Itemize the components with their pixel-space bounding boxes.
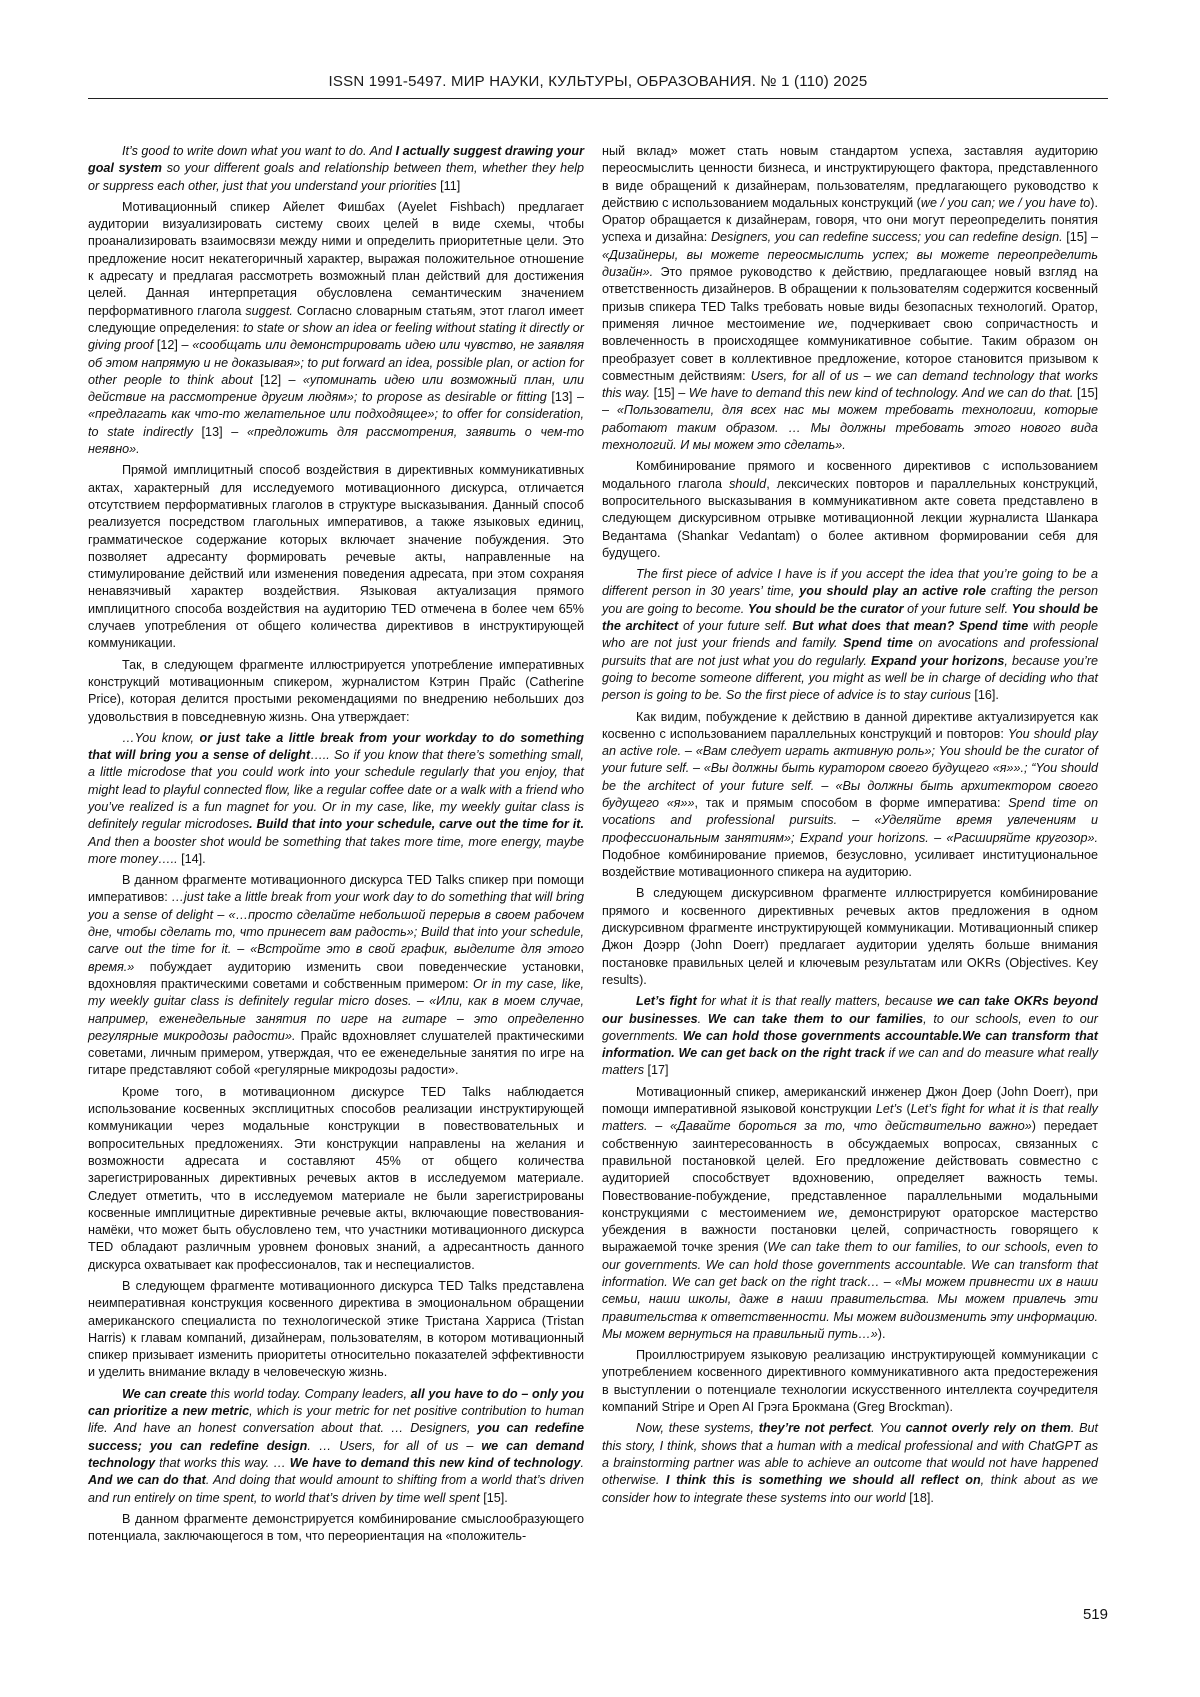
text-run: ….. So if you know that there’s something small, a little microdose that you could work into your schedule regularly that you enjoy, that might lead to playful connected flow, like a regular coffee date or a walk with a friend who you’ve realized is a fun magnet for you. Or in my case, like, my weekly guitar class is definitely regular microdoses bbox=[88, 748, 584, 831]
text-run: And then a booster shot would be something that takes more time, more energy, maybe more money….. bbox=[88, 835, 584, 866]
paragraph bbox=[602, 566, 1098, 704]
text-run: we can demand technology bbox=[88, 1439, 584, 1470]
text-run: . … Users, for all of us – bbox=[307, 1439, 481, 1453]
text-run: . Build that into your schedule, carve out the time for it. bbox=[249, 817, 584, 831]
text-run: we can take OKRs beyond our businesses bbox=[602, 994, 1098, 1025]
text-run: we bbox=[818, 1206, 834, 1220]
text-run: Мотивационный спикер Айелет Фишбах (Ayelet Fishbach) предлагает аудитории визуализировать систему своих целей в виде схемы, чтобы проанализировать взаимосвязи между ними и определить приоритетные цели. Это предложение носит некатегоричный характер, выражая положительное отношение к адресату и предлагая рассмотреть возможный план действий для достижения целей. Данная интерпретация обусловлена семантическим значением перформативного глагола bbox=[88, 200, 584, 318]
text-run: [13] – bbox=[193, 425, 247, 439]
paragraph bbox=[88, 1386, 584, 1507]
text-run: «упоминать идею или возможный план, или действие на рассмотрение другим людям»; to propose as desirable or fitting bbox=[88, 373, 584, 404]
text-run: on avocations and professional pursuits that are not just what you do regularly. bbox=[602, 636, 1098, 667]
text-run: And we can do that bbox=[88, 1473, 206, 1487]
text-run: [15]. bbox=[480, 1491, 508, 1505]
text-run: [12] – bbox=[253, 373, 303, 387]
paragraph bbox=[88, 657, 584, 726]
text-run: [16]. bbox=[971, 688, 999, 702]
right-column bbox=[602, 143, 1098, 1511]
text-run: ) передает собственную заинтересованность в обсуждаемых вопросах, связанных с правильной постановкой целей. Его предложение действовать совместно с аудиторией способствует вдохновению, определяет важность темы. Повествование-побуждение, представленное параллельными модальными конструкциями с местоимением bbox=[602, 1119, 1098, 1219]
text-run: Now, these systems, bbox=[636, 1421, 759, 1435]
text-run: [11] bbox=[437, 179, 461, 193]
text-run: Or in my case, like, my weekly guitar class is definitely regular micro doses. – «Или, как в моем случае, например, еженедельные занятия по игре на гитаре – это определенно регулярные микродозы радости». bbox=[88, 977, 584, 1043]
text-run: В данном фрагменте мотивационного дискурса TED Talks спикер при помощи императивов: bbox=[88, 873, 584, 904]
text-run: Это прямое руководство к действию, предлагающее новый взгляд на ответственность дизайнеров. В обращении к пользователям содержится косвенный призыв спикера TED Talks требовать новые виды безопасных технологий. Оратор, применяя личное местоимение bbox=[602, 265, 1098, 331]
text-run: You should be the curator bbox=[748, 602, 904, 616]
text-run: [17] bbox=[644, 1063, 669, 1077]
text-run: Кроме того, в мотивационном дискурсе TED Talks наблюдается использование косвенных эксплицитных способов реализации инструктирующей коммуникации через модальные конструкции в повествовательных и вопросительных предложениях. Эти конструкции направлены на желания и возможности адресата и составляют 45% от общего количества зарегистрированных директивных речевых актов в исследуемом материале. Следует отметить, что в исследуемом материале не были зарегистрированы косвенные имплицитные директивные речевые акты, включающие повествования-намёки, что может быть обусловлено тем, что участники мотивационного дискурса TED обладают различным уровнем фоновых знаний, а адресантность данного дискурса охватывает как профессионалов, так и неспециалистов. bbox=[88, 1085, 584, 1272]
text-run: We can hold those governments accountable.We can transform that information. We can get back on the right track bbox=[602, 1029, 1098, 1060]
text-run: [12] – bbox=[153, 338, 192, 352]
text-run: Spend time bbox=[843, 636, 913, 650]
text-run: of your future self. bbox=[904, 602, 1012, 616]
paragraph bbox=[602, 1347, 1098, 1416]
text-run: «предложить для рассмотрения, заявить о чем-то неявно». bbox=[88, 425, 584, 456]
text-run: ). bbox=[878, 1327, 886, 1341]
text-run: . But this story, I think, shows that a human with a medical professional and with ChatGPT as a brainstorming partner was able to achieve an outcome that would not have happened otherwise. bbox=[602, 1421, 1098, 1487]
text-run: ный вклад» может стать новым стандартом успеха, заставляя аудиторию переосмыслить ценности бизнеса, и инструктирующего фактора, представленного в виде обращений к дизайнерам, пользователям, предлагающего руководство к действию с использованием модальных конструкций ( bbox=[602, 144, 1098, 210]
text-run: we bbox=[818, 317, 834, 331]
text-run: Spend time on vocations and professional pursuits. – «Уделяйте время увлечениям и профессиональным занятиям»; Expand your horizons. – «Расширяйте кругозор». bbox=[602, 796, 1098, 845]
text-run: «сообщать или демонстрировать идею или чувство, не заявляя об этом напрямую и не доказывая»; to put forward an idea, possible plan, or action for other people to think about bbox=[88, 338, 584, 387]
text-run: Прайс вдохновляет слушателей практическими советами, личным примером, утверждая, что ее еженедельные занятия по игре на гитаре представляют собой «регулярные микродозы радости». bbox=[88, 1029, 584, 1078]
text-run: [15] – bbox=[1063, 230, 1098, 244]
text-run: I think this is something we should all reflect on bbox=[666, 1473, 981, 1487]
text-run: so your different goals and relationship between them, whether they help or suppress each other, just that you understand your priorities bbox=[88, 161, 584, 192]
text-run: suggest. bbox=[245, 304, 293, 318]
text-run: ). Оратор обращается к дизайнерам, говоря, что они могут переопределить понятия успеха и дизайна: bbox=[602, 196, 1098, 245]
paragraph bbox=[88, 462, 584, 652]
text-run: «Дизайнеры, вы можете переосмыслить успех; вы можете переопределить дизайн». bbox=[602, 248, 1098, 279]
text-run: I actually suggest drawing your goal system bbox=[88, 144, 584, 175]
text-run: crafting the person you are going to become. bbox=[602, 584, 1098, 615]
text-run: if we can and do measure what really matters bbox=[602, 1046, 1098, 1077]
text-run: , because you’re going to become someone different, you might as well be in charge of deciding who that person is going to be. So the first piece of advice is to stay curious bbox=[602, 654, 1098, 703]
text-run: You should be the architect bbox=[602, 602, 1098, 633]
paragraph bbox=[602, 458, 1098, 562]
text-run: – We have to demand this new kind of technology. And we can do that. bbox=[678, 386, 1073, 400]
text-run: It’s good to write down what you want to do. And bbox=[122, 144, 396, 158]
paragraph bbox=[602, 143, 1098, 454]
text-run: …You know, bbox=[122, 731, 200, 745]
text-run: The first piece of advice I have is if you accept the idea that you’re going to be a different person in 30 years’ time, bbox=[602, 567, 1098, 598]
paragraph bbox=[88, 872, 584, 1080]
text-run: of your future self. bbox=[678, 619, 792, 633]
text-run: Let’s bbox=[876, 1102, 902, 1116]
text-run: , to our schools, even to our governments. bbox=[602, 1012, 1098, 1043]
text-run: Expand your horizons bbox=[871, 654, 1004, 668]
text-run: , подчеркивает свою сопричастность и вовлеченность в происходящее коммуникативное событие. Таким образом он преобразует совет в коллективное предложение, которое становится призывом к совместным действиям: bbox=[602, 317, 1098, 383]
text-run: you should play an active role bbox=[799, 584, 986, 598]
text-run: В следующем фрагменте мотивационного дискурса TED Talks представлена неимперативная конструкция косвенного директива в эмоциональном обращении американского специалиста по технологической этике Тристана Харриса (Tristan Harris) к главам компаний, дизайнерам, пользователям, в котором мотивационный спикер призывает изменить приоритеты относительно показателей эффективности и уделить внимание вкладу в человеческую жизнь. bbox=[88, 1279, 584, 1379]
text-run: Комбинирование прямого и косвенного директивов с использованием модального глагола bbox=[602, 459, 1098, 490]
text-run: , лексических повторов и параллельных конструкций, вопросительного высказывания в коммуникативном акте совета представлено в следующем дискурсивном отрывке мотивационной лекции журналиста Шанкара Ведантама (Shankar Vedantam) о более активном формировании себя для будущего. bbox=[602, 477, 1098, 560]
page-number: 519 bbox=[1083, 1606, 1108, 1623]
text-run: . bbox=[581, 1456, 585, 1470]
paragraph bbox=[88, 1084, 584, 1274]
text-run: Как видим, побуждение к действию в данной директиве актуализируется как косвенно с использованием параллельных конструкций и повторов: bbox=[602, 710, 1098, 741]
paragraph bbox=[602, 709, 1098, 882]
journal-header: ISSN 1991-5497. МИР НАУКИ, КУЛЬТУРЫ, ОБРАЗОВАНИЯ. № 1 (110) 2025 bbox=[88, 73, 1108, 90]
text-run: , демонстрируют ораторское мастерство убеждения в важности постановки целей, сопричастность говорящего к выражаемой точке зрения ( bbox=[602, 1206, 1098, 1255]
paragraph bbox=[88, 199, 584, 458]
text-run: [14]. bbox=[178, 852, 206, 866]
text-run: But what does that mean? Spend time bbox=[792, 619, 1028, 633]
text-run: Так, в следующем фрагменте иллюстрируется употребление императивных конструкций мотивационным спикером, журналистом Кэтрин Прайс (Catherine Price), которая делится простыми рекомендациями по внедрению небольших доз удовольствия в повседневную жизнь. Она утверждает: bbox=[88, 658, 584, 724]
text-run: We can take them to our families bbox=[708, 1012, 923, 1026]
text-run: , which is your metric for net positive contribution to human life. And have an honest conversation about that. … Designers, bbox=[88, 1404, 584, 1435]
text-run: , think about as we consider how to integrate these systems into our world bbox=[602, 1473, 1098, 1504]
text-run: Designers, you can redefine success; you can redefine design. bbox=[711, 230, 1063, 244]
text-run: «Пользователи, для всех нас мы можем требовать технологии, которые работают таким образом. … Мы должны требовать этого нового вида технологий. И мы можем это сделать». bbox=[602, 403, 1098, 452]
text-run: . And doing that would amount to shifting from a world that’s driven and run entirely on time spent, to world that’s driven by time well spent bbox=[88, 1473, 584, 1504]
text-run: to state or show an idea or feeling without stating it directly or giving proof bbox=[88, 321, 584, 352]
paragraph bbox=[602, 1420, 1098, 1506]
text-run: . You bbox=[871, 1421, 905, 1435]
text-run: ( bbox=[902, 1102, 910, 1116]
text-run: Let’s fight for what it is that really matters. – «Давайте бороться за то, что действительно важно» bbox=[602, 1102, 1098, 1133]
text-run: Мотивационный спикер, американский инженер Джон Доер (John Doerr), при помощи императивной языковой конструкции bbox=[602, 1085, 1098, 1116]
text-run: with people who are not just your friends and family. bbox=[602, 619, 1098, 650]
paragraph bbox=[602, 1084, 1098, 1343]
text-run: You should play an active role. – «Вам следует играть активную роль»; You should be the curator of your future self. – «Вы должны быть куратором своего будущего «я»».; “You should be the architect of your future self. – «Вы должны быть архитектором своего будущего «я»» bbox=[602, 727, 1098, 810]
text-run: [15] – bbox=[602, 386, 1098, 417]
text-run: cannot overly rely on them bbox=[906, 1421, 1071, 1435]
text-run: Подобное комбинирование приемов, безусловно, усиливает институциональное воздействие мотивационного спикера на аудиторию. bbox=[602, 848, 1098, 879]
text-run: Let’s fight bbox=[636, 994, 697, 1008]
paragraph bbox=[602, 993, 1098, 1079]
text-run: that works this way. … bbox=[155, 1456, 290, 1470]
paragraph bbox=[88, 143, 584, 195]
text-run: all you have to do – only you can prioritize a new metric bbox=[88, 1387, 584, 1418]
text-run: В следующем дискурсивном фрагменте иллюстрируется комбинирование прямого и косвенного директивных речевых актов предложения в одном дискурсивном фрагменте инструктирующей коммуникации. Мотивационный спикер Джон Доэрр (John Doerr) предлагает аудитории уделять больше внимания постановке правильных целей и ключевым результатам или OKRs (Objectives. Key results). bbox=[602, 886, 1098, 986]
text-run: …just take a little break from your work day to do something that will bring you a sense of delight – «…просто сделайте небольшой перерыв в своем рабочем дне, чтобы сделать то, что принесет вам радость»; Build that into your schedule, carve out the time for it. – «Встройте это в свой график, выделите для этого время.» bbox=[88, 890, 584, 973]
text-run: , так и прямым способом в форме императива: bbox=[695, 796, 1009, 810]
text-run: побуждает аудиторию изменить свои поведенческие установки, вдохновляя практическими советами и собственным примером: bbox=[88, 960, 584, 991]
text-run: they’re not perfect bbox=[759, 1421, 871, 1435]
text-run: we / you can; we / you have to bbox=[921, 196, 1090, 210]
text-run: [13] – bbox=[547, 390, 584, 404]
left-column bbox=[88, 143, 584, 1549]
header-rule bbox=[88, 98, 1108, 99]
text-run: Users, for all of us – we can demand technology that works this way. bbox=[602, 369, 1098, 400]
text-run: should bbox=[729, 477, 766, 491]
text-run: Согласно словарным статьям, этот глагол имеет следующие определения: bbox=[88, 304, 584, 335]
text-run: «предлагать как что-то желательное или подходящее»; to offer for consideration, to state indirectly bbox=[88, 407, 584, 438]
text-run: [18]. bbox=[906, 1491, 934, 1505]
text-run: We can take them to our families, to our schools, even to our governments. We can hold those governments accountable. We can transform that information. We can get back on the right track… – «Мы можем привнести их в наши семьи, наши школы, даже в наши правительства. Мы можем привлечь эти правительства к ответственности. Мы можем видоизменить эту информацию. Мы можем вернуться на правильный путь…» bbox=[602, 1240, 1098, 1340]
text-run: Проиллюстрируем языковую реализацию инструктирующей коммуникации с употреблением косвенного директивного коммуникативного акта предостережения в выступлении о потенциале технологии искусственного интеллекта соучредителя компаний Stripe и Open AI Грэга Брокмана (Greg Brockman). bbox=[602, 1348, 1098, 1414]
text-run: this world today. Company leaders, bbox=[207, 1387, 411, 1401]
text-run: Прямой имплицитный способ воздействия в директивных коммуникативных актах, характерный для исследуемого мотивационного дискурса, отличается отсутствием перформативных глаголов в структуре высказывания. Данный способ реализуется посредством глагольных императивов, а также языковых единиц, грамматическое содержание которых включает значение побуждения. Это позволяет адресанту формировать речевые акты, направленные на стимулирование действий или изменения поведения адресата, при этом сохраняя ненавязчивый характер воздействия. Языковая актуализация прямого имплицитного способа воздействия на аудиторию TED отмечена в более чем 65% случаев употребления от общего количества директивов в инструктирующей коммуникации. bbox=[88, 463, 584, 650]
text-run: [15] bbox=[650, 386, 678, 400]
text-run: В данном фрагменте демонстрируется комбинирование смыслообразующего потенциала, заключающегося в том, что переориентация на «положитель- bbox=[88, 1512, 584, 1543]
paragraph bbox=[88, 1278, 584, 1382]
text-run: . bbox=[698, 1012, 708, 1026]
text-run: you can redefine success; you can redefine design bbox=[88, 1421, 584, 1452]
paragraph bbox=[88, 730, 584, 868]
text-run: We have to demand this new kind of technology bbox=[290, 1456, 581, 1470]
paragraph bbox=[88, 1511, 584, 1546]
text-run: We can create bbox=[122, 1387, 207, 1401]
text-run: or just take a little break from your workday to do something that will bring you a sense of delight bbox=[88, 731, 584, 762]
paragraph bbox=[602, 885, 1098, 989]
text-run: for what it is that really matters, because bbox=[697, 994, 937, 1008]
